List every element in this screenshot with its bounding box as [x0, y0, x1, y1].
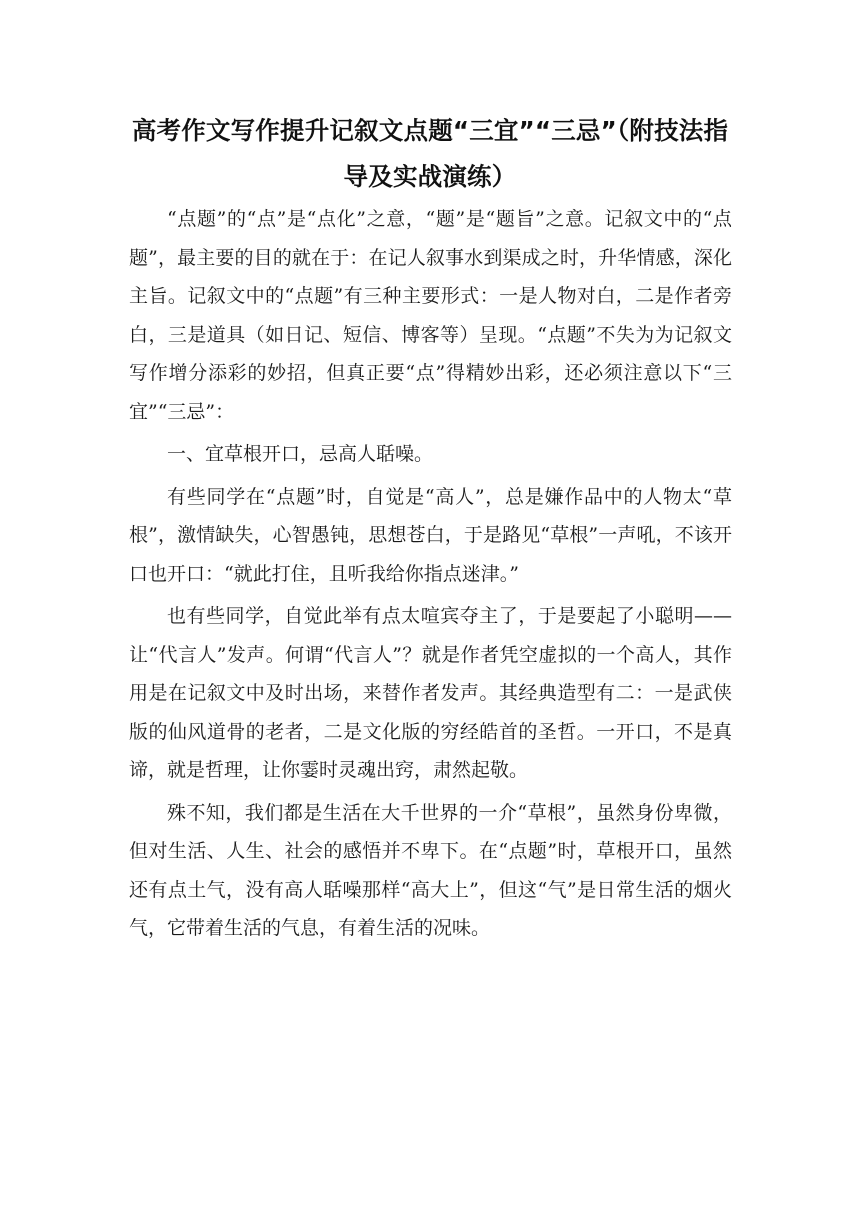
document-title: 高考作文写作提升记叙文点题“三宜”“三忌”（附技法指导及实战演练） — [131, 116, 729, 191]
paragraph-3: 也有些同学，自觉此举有点太喧宾夺主了，于是要起了小聪明——让“代言人”发声。何谓“代言人”？就是作者凭空虚拟的一个高人，其作用是在记叙文中及时出场，来替作者发声。其经典造型有二：一是武侠版的仙风道骨的老者，二是文化版的穷经皓首的圣哲。一开口，不是真谛，就是哲理，让你霎时灵魂出窍，肃然起敬。 — [129, 605, 732, 781]
paragraph-4: 殊不知，我们都是生活在大千世界的一介“草根”，虽然身份卑微，但对生活、人生、社会的感悟并不卑下。在“点题”时，草根开口，虽然还有点土气，没有高人聒噪那样“高大上”，但这“气”是日常生活的烟火气，它带着生活的气息，有着生活的况味。 — [129, 801, 732, 939]
section-heading-1: 一、宜草根开口，忌高人聒噪。 — [167, 443, 434, 465]
paragraph-intro: “点题”的“点”是“点化”之意，“题”是“题旨”之意。记叙文中的“点题”，最主要的目的就在于：在记人叙事水到渠成之时，升华情感，深化主旨。记叙文中的“点题”有三种主要形式：一是人物对白，二是作者旁白，三是道具（如日记、短信、博客等）呈现。“点题”不失为为记叙文写作增分添彩的妙招，但真正要“点”得精妙出彩，还必须注意以下“三宜”“三忌”： — [129, 208, 732, 423]
paragraph-2: 有些同学在“点题”时，自觉是“高人”，总是嫌作品中的人物太“草根”，激情缺失，心智愚钝，思想苍白，于是路见“草根”一声吼，不该开口也开口：“就此打住，且听我给你指点迷津。” — [129, 485, 732, 585]
document-body — [129, 200, 732, 948]
